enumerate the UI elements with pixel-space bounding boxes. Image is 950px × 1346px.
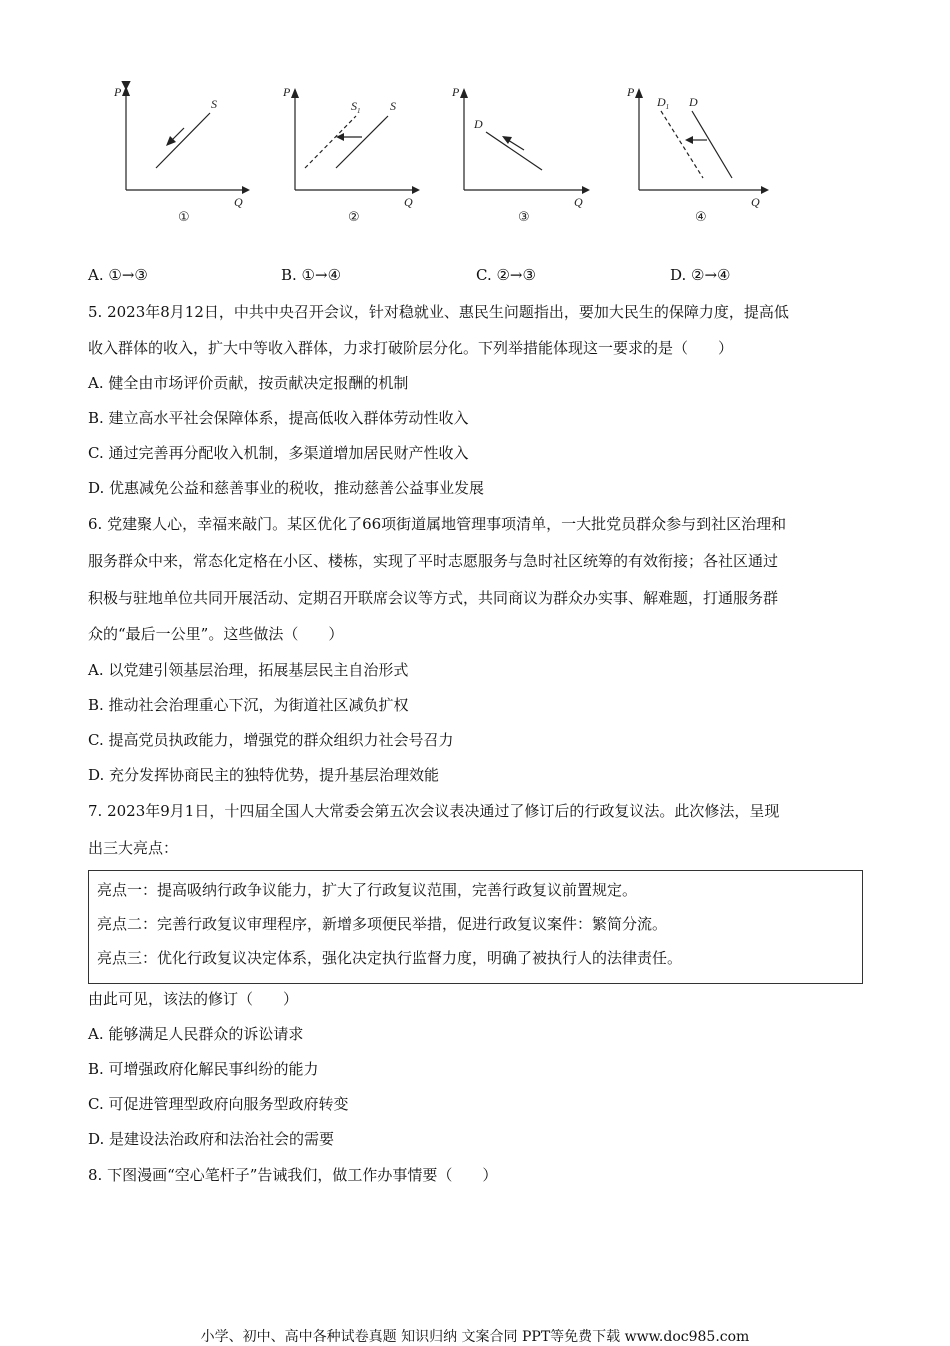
axis-p-label: P bbox=[627, 85, 635, 99]
q5-stem-line2: 收入群体的收入，扩大中等收入群体，力求打破阶层分化。下列举措能体现这一要求的是（ ） bbox=[88, 339, 734, 357]
axis-q-label: Q bbox=[404, 195, 413, 209]
axis-q-label: Q bbox=[574, 195, 583, 209]
supply-s-label: S bbox=[390, 99, 396, 113]
q4-option-a[interactable]: A. ①→③ bbox=[88, 266, 148, 284]
demand-curve-d bbox=[692, 111, 732, 178]
q7-stem-line1: 7. 2023年9月1日，十四届全国人大常委会第五次会议表决通过了修订后的行政复议法。此次修法，呈现 bbox=[88, 802, 780, 820]
q4-options bbox=[88, 266, 888, 286]
q8-stem: 8. 下图漫画“空心笔杆子”告诫我们，做工作办事情要（ ） bbox=[88, 1166, 498, 1184]
graph-2 bbox=[270, 78, 430, 228]
supply-demand-graphs bbox=[100, 78, 780, 228]
demand-d1-label: $D_1$ bbox=[657, 95, 670, 111]
graph-number: ② bbox=[348, 210, 360, 225]
supply-s1-label: $S_1$ bbox=[351, 99, 361, 115]
highlight-2: 亮点二：完善行政复议审理程序，新增多项便民举措，促进行政复议案件：繁简分流。 bbox=[97, 915, 668, 933]
q4-option-d[interactable]: D. ②→④ bbox=[670, 266, 731, 284]
axis-p-label: P bbox=[114, 85, 122, 99]
q5-option-b[interactable]: B. 建立高水平社会保障体系，提高低收入群体劳动性收入 bbox=[88, 409, 469, 427]
q6-stem-line4: 众的“最后一公里”。这些做法（ ） bbox=[88, 625, 344, 643]
axis-q-label: Q bbox=[234, 195, 243, 209]
supply-curve bbox=[156, 113, 210, 168]
q5-option-d[interactable]: D. 优惠减免公益和慈善事业的税收，推动慈善公益事业发展 bbox=[88, 479, 485, 497]
demand-curve-d1 bbox=[661, 111, 703, 178]
axis-p-label: P bbox=[283, 85, 291, 99]
q7-option-c[interactable]: C. 可促进管理型政府向服务型政府转变 bbox=[88, 1095, 349, 1113]
q7-option-b[interactable]: B. 可增强政府化解民事纠纷的能力 bbox=[88, 1060, 319, 1078]
highlight-1: 亮点一：提高吸纳行政争议能力，扩大了行政复议范围，完善行政复议前置规定。 bbox=[97, 881, 638, 899]
q5-stem-line1: 5. 2023年8月12日，中共中央召开会议，针对稳就业、惠民生问题指出，要加大民生的保障力度，提高低 bbox=[88, 303, 789, 321]
q6-stem-line3: 积极与驻地单位共同开展活动、定期召开联席会议等方式，共同商议为群众办实事、解难题，打通服务群 bbox=[88, 589, 779, 607]
q6-option-a[interactable]: A. 以党建引领基层治理，拓展基层民主自治形式 bbox=[88, 661, 409, 679]
supply-label: S bbox=[211, 97, 217, 111]
axis-p-label: P bbox=[452, 85, 460, 99]
axis-q-label: Q bbox=[751, 195, 760, 209]
q7-option-d[interactable]: D. 是建设法治政府和法治社会的需要 bbox=[88, 1130, 335, 1148]
q4-option-c[interactable]: C. ②→③ bbox=[476, 266, 536, 284]
q5-option-c[interactable]: C. 通过完善再分配收入机制，多渠道增加居民财产性收入 bbox=[88, 444, 469, 462]
q6-option-b[interactable]: B. 推动社会治理重心下沉，为街道社区减负扩权 bbox=[88, 696, 409, 714]
q5-option-a[interactable]: A. 健全由市场评价贡献，按贡献决定报酬的机制 bbox=[88, 374, 409, 392]
graph-number: ① bbox=[178, 210, 190, 225]
demand-d-label: D bbox=[689, 95, 698, 109]
q6-stem-line1: 6. 党建聚人心，幸福来敲门。某区优化了66项街道属地管理事项清单，一大批党员群众参与到社区治理和 bbox=[88, 515, 787, 533]
graph-4 bbox=[615, 78, 780, 228]
q7-stem-line2: 出三大亮点： bbox=[88, 839, 179, 857]
graph-number: ④ bbox=[695, 210, 707, 225]
q7-option-a[interactable]: A. 能够满足人民群众的诉讼请求 bbox=[88, 1025, 304, 1043]
graph-number: ③ bbox=[518, 210, 530, 225]
q7-highlights-box bbox=[88, 870, 863, 984]
graph-1 bbox=[100, 78, 260, 228]
q4-option-b[interactable]: B. ①→④ bbox=[281, 266, 342, 284]
q7-follow: 由此可见，该法的修订（ ） bbox=[88, 990, 299, 1008]
highlight-3: 亮点三：优化行政复议决定体系，强化决定执行监督力度，明确了被执行人的法律责任。 bbox=[97, 949, 683, 967]
demand-label: D bbox=[474, 117, 483, 131]
page-footer: 小学、初中、高中各种试卷真题 知识归纳 文案合同 PPT等免费下载 www.doc985.com bbox=[200, 1329, 750, 1345]
q6-option-c[interactable]: C. 提高党员执政能力，增强党的群众组织力社会号召力 bbox=[88, 731, 454, 749]
demand-curve bbox=[486, 132, 542, 170]
supply-curve-s bbox=[336, 116, 388, 168]
q6-stem-line2: 服务群众中来，常态化定格在小区、楼栋，实现了平时志愿服务与急时社区统筹的有效衔接；各社区通过 bbox=[88, 552, 779, 570]
supply-curve-s1 bbox=[305, 116, 356, 168]
graph-3 bbox=[440, 78, 600, 228]
q6-option-d[interactable]: D. 充分发挥协商民主的独特优势，提升基层治理效能 bbox=[88, 766, 440, 784]
